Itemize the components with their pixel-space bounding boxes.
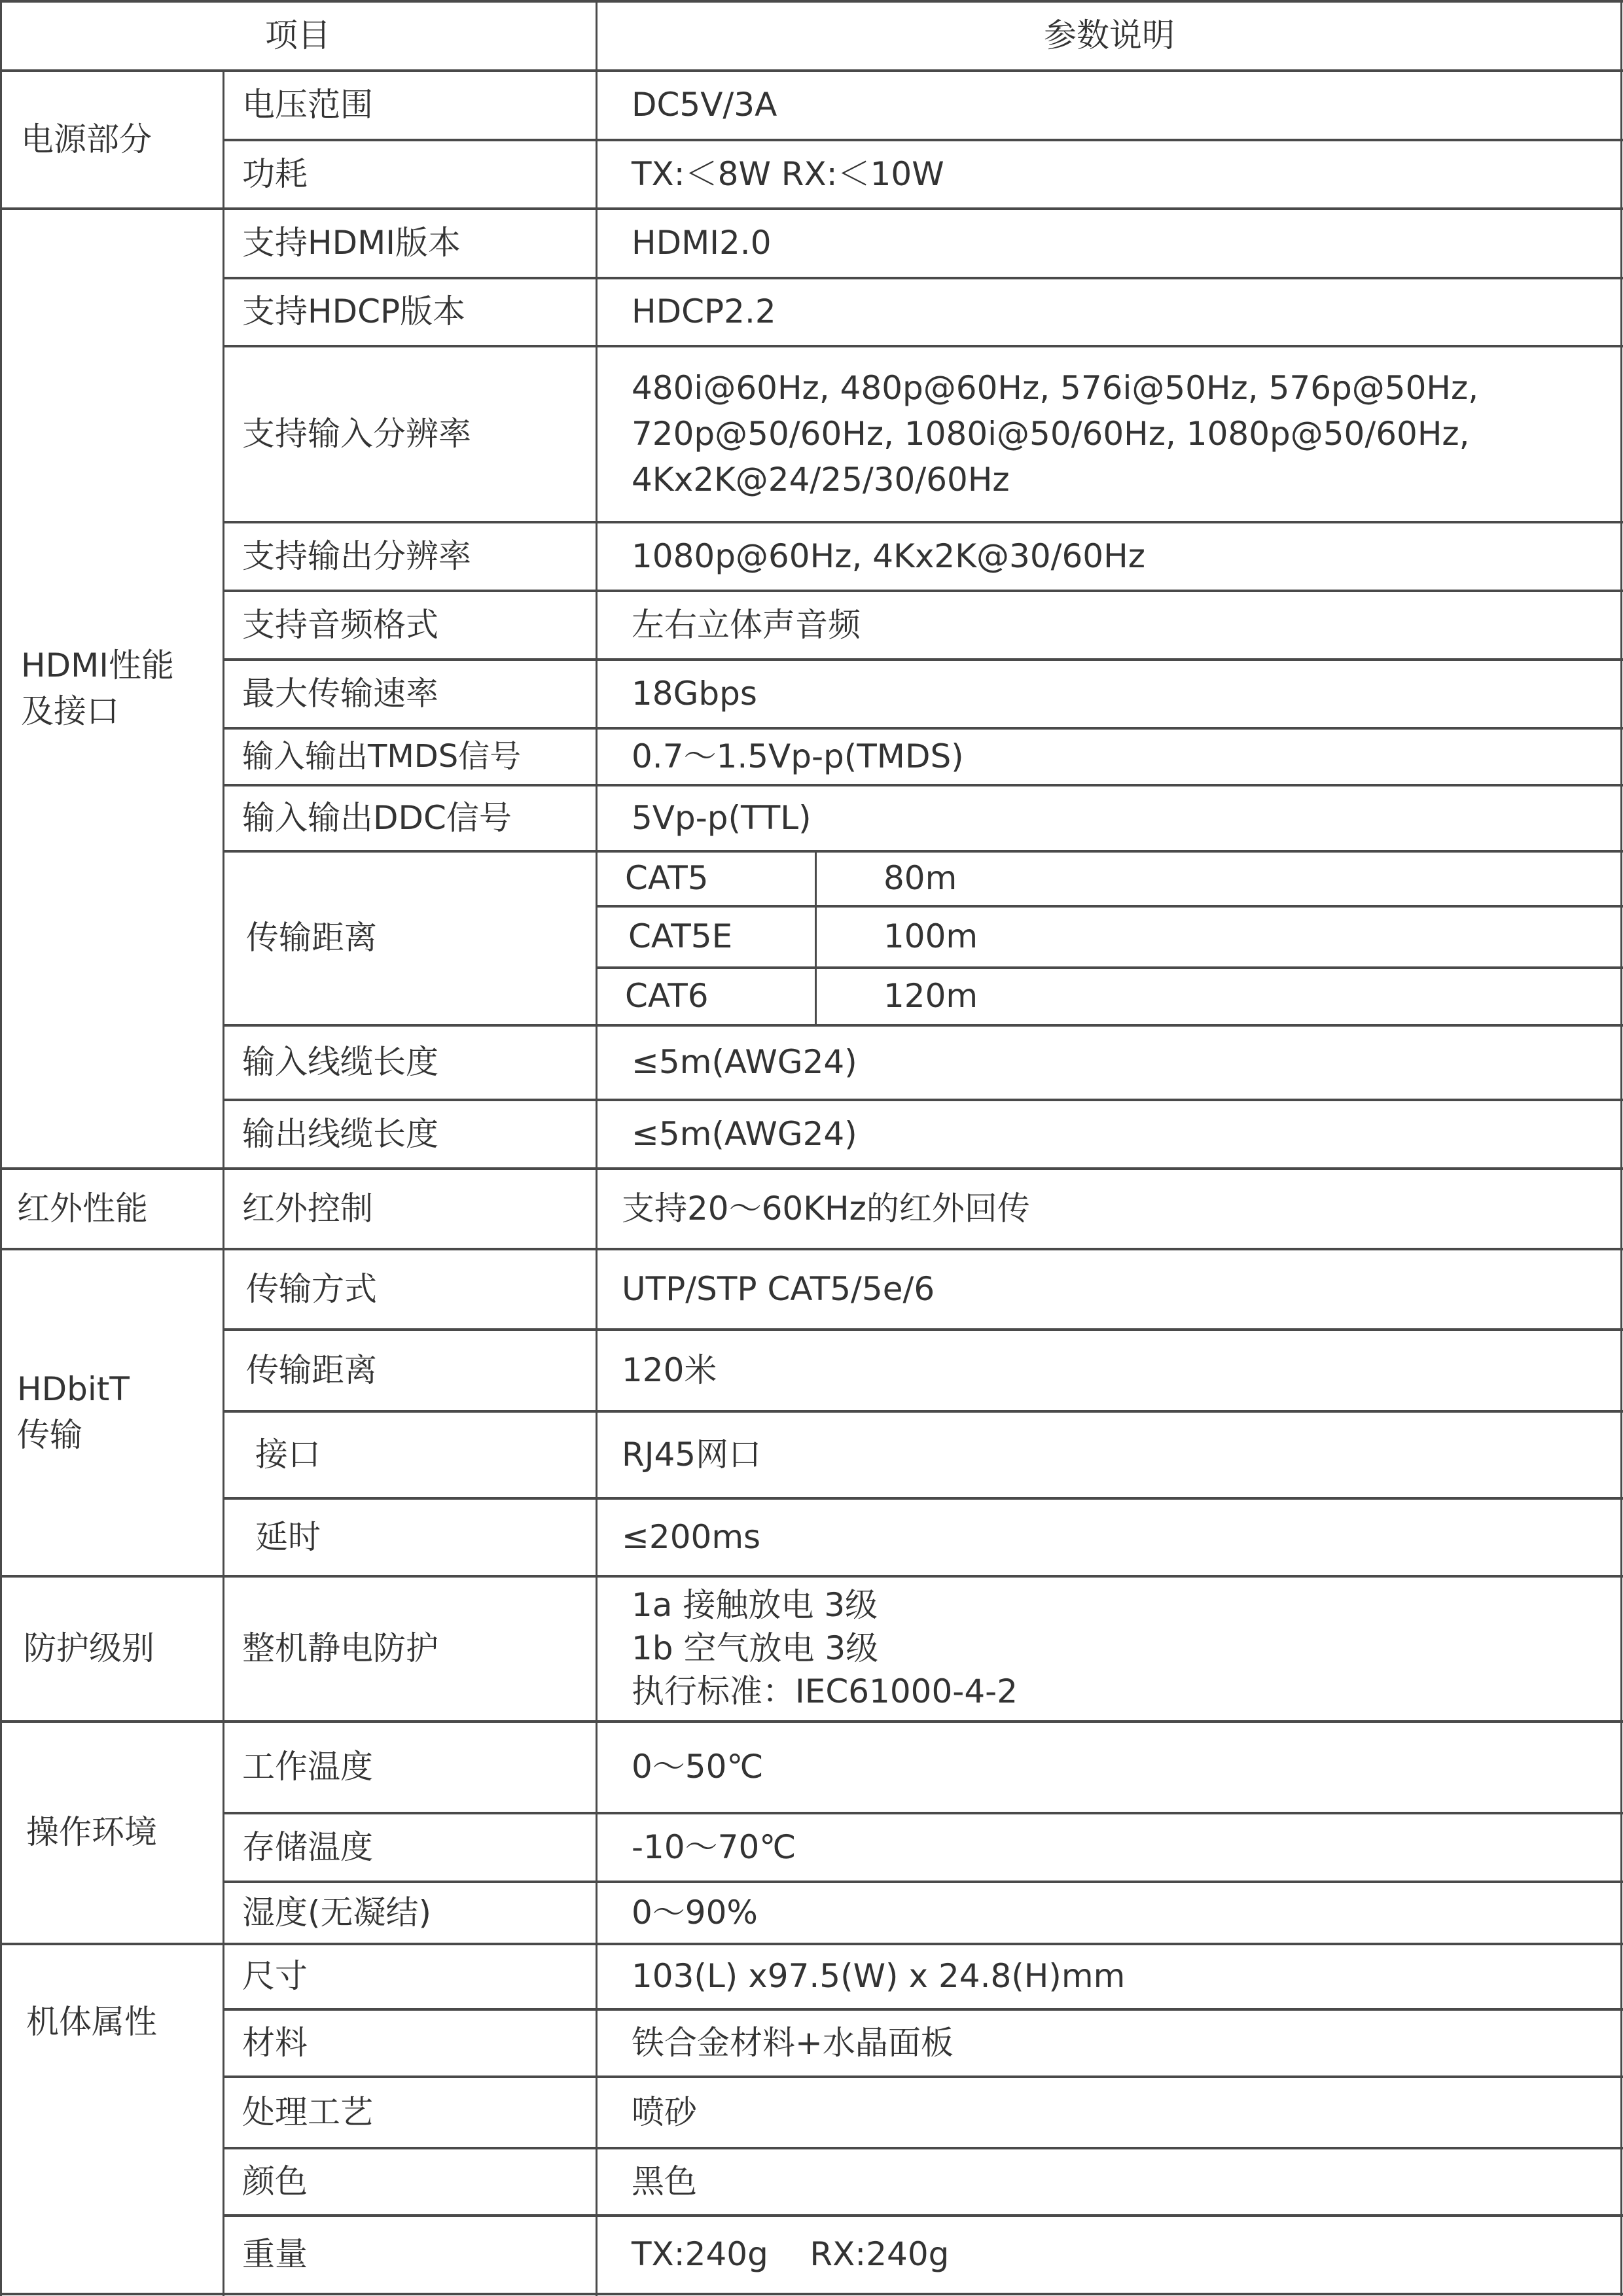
value-transmission-mode xyxy=(596,1248,1623,1329)
item-label: 最大传输速率 xyxy=(242,674,438,713)
border-bottom xyxy=(0,2293,1623,2295)
item-label: 颜色 xyxy=(242,2162,308,2200)
cable-label: CAT6 xyxy=(625,977,709,1015)
item-label: 电压范围 xyxy=(242,86,373,124)
row-divider xyxy=(223,850,1623,853)
value-text: 黑色 xyxy=(632,2162,697,2200)
value-power xyxy=(596,139,1623,208)
value-text: UTP/STP CAT5/5e/6 xyxy=(622,1269,935,1308)
value-text: ≤200ms xyxy=(622,1517,761,1556)
value-text: HDMI2.0 xyxy=(632,224,772,262)
item-label: 湿度(无凝结) xyxy=(242,1893,432,1932)
item-label: 尺寸 xyxy=(242,1957,308,1995)
item-dimensions xyxy=(223,1943,596,2009)
section-divider xyxy=(0,1720,1623,1723)
row-divider xyxy=(223,658,1623,661)
item-latency xyxy=(223,1498,596,1576)
item-label: 支持输入分辨率 xyxy=(242,414,471,453)
value-line: 4Kx2K@24/25/30/60Hz xyxy=(632,460,1010,499)
item-label: 整机静电防护 xyxy=(242,1629,438,1667)
value-text: ≤5m(AWG24) xyxy=(632,1043,857,1081)
item-transmission-distance xyxy=(223,851,596,1025)
item-finish xyxy=(223,2076,596,2147)
section-divider xyxy=(0,1943,1623,1945)
value-text: 0～50℃ xyxy=(632,1748,764,1786)
value-audio-format xyxy=(596,590,1623,659)
item-label: 存储温度 xyxy=(242,1828,373,1866)
row-divider xyxy=(0,69,1623,72)
item-label: 输入输出DDC信号 xyxy=(242,798,512,837)
value-input-cable-length xyxy=(596,1025,1623,1099)
item-label: 功耗 xyxy=(242,154,308,193)
value-esd-protection xyxy=(596,1576,1623,1721)
item-label: 红外控制 xyxy=(242,1189,373,1227)
item-label: 输入线缆长度 xyxy=(242,1043,438,1081)
item-input-cable-length xyxy=(223,1025,596,1099)
value-working-temp xyxy=(596,1721,1623,1812)
section-label: 机体属性 xyxy=(26,2003,157,2041)
value-latency xyxy=(596,1498,1623,1576)
item-output-resolution xyxy=(223,521,596,590)
value-ir-control xyxy=(596,1168,1623,1248)
item-label: 输出线缆长度 xyxy=(242,1114,438,1153)
item-max-rate xyxy=(223,659,596,728)
value-hdbitt-distance xyxy=(596,1329,1623,1411)
value-interface xyxy=(596,1411,1623,1498)
item-label: 材料 xyxy=(242,2023,308,2062)
row-divider xyxy=(223,1328,1623,1331)
value-text: ≤5m(AWG24) xyxy=(632,1114,857,1153)
value-line: 480i@60Hz, 480p@60Hz, 576i@50Hz, 576p@50Hz, xyxy=(632,368,1479,407)
row-divider xyxy=(223,1024,1623,1027)
item-label: 工作温度 xyxy=(242,1748,373,1786)
header-desc-label: 参数说明 xyxy=(1044,16,1175,54)
value-ddc-signal xyxy=(596,785,1623,851)
value-storage-temp xyxy=(596,1812,1623,1881)
distance-cat5 xyxy=(815,851,1623,906)
row-divider xyxy=(223,139,1623,141)
cable-label: CAT5E xyxy=(628,917,733,955)
section-divider xyxy=(0,1167,1623,1170)
item-material xyxy=(223,2009,596,2076)
distance-cat5e xyxy=(815,906,1623,967)
section-label-line1: HDbitT xyxy=(17,1370,130,1408)
item-ir-control xyxy=(223,1168,596,1248)
item-label: 重量 xyxy=(242,2235,308,2273)
item-interface xyxy=(223,1411,596,1498)
section-ir-label xyxy=(0,1168,223,1248)
row-divider xyxy=(223,2075,1623,2078)
row-divider xyxy=(223,1497,1623,1500)
cable-cat6 xyxy=(596,967,815,1025)
item-label: 支持音频格式 xyxy=(242,605,438,644)
border-top xyxy=(0,0,1623,3)
section-environment-label xyxy=(0,1721,223,1943)
distance-value: 100m xyxy=(883,917,978,955)
row-divider xyxy=(223,521,1623,523)
value-text: RJ45网口 xyxy=(622,1435,762,1474)
value-text: 0～90% xyxy=(632,1893,758,1932)
section-protection-label xyxy=(0,1576,223,1721)
item-label: 输入输出TMDS信号 xyxy=(242,737,522,775)
cable-cat5 xyxy=(596,851,815,906)
value-line: 1b 空气放电 3级 xyxy=(632,1629,879,1667)
item-label: 支持输出分辨率 xyxy=(242,537,471,575)
item-label: 支持HDCP版本 xyxy=(242,292,466,330)
row-divider xyxy=(223,2214,1623,2217)
item-humidity xyxy=(223,1881,596,1943)
value-color xyxy=(596,2147,1623,2215)
item-transmission-mode xyxy=(223,1248,596,1329)
item-hdcp-version xyxy=(223,277,596,345)
value-tmds-signal xyxy=(596,728,1623,785)
section-label-line2: 及接口 xyxy=(21,692,119,730)
section-label-line2: 传输 xyxy=(17,1416,82,1454)
value-text: 0.7～1.5Vp-p(TMDS) xyxy=(632,737,964,775)
item-esd-protection xyxy=(223,1576,596,1721)
row-divider xyxy=(223,784,1623,786)
cable-label: CAT5 xyxy=(625,859,709,897)
section-divider xyxy=(0,1248,1623,1250)
value-max-rate xyxy=(596,659,1623,728)
value-weight xyxy=(596,2215,1623,2293)
col-divider-1 xyxy=(223,70,224,2296)
value-text: 18Gbps xyxy=(632,674,757,713)
row-divider xyxy=(223,1099,1623,1101)
section-hdbitt-label xyxy=(0,1248,223,1576)
value-text: 喷砂 xyxy=(632,2093,697,2131)
value-voltage xyxy=(596,70,1623,139)
item-label: 传输距离 xyxy=(246,1351,377,1389)
item-tmds-signal xyxy=(223,728,596,785)
value-line: 1a 接触放电 3级 xyxy=(632,1586,878,1624)
cable-cat5e xyxy=(596,906,815,967)
section-label-line1: HDMI性能 xyxy=(21,646,174,684)
value-humidity xyxy=(596,1881,1623,1943)
row-divider xyxy=(223,345,1623,347)
value-output-resolution xyxy=(596,521,1623,590)
section-label: 电源部分 xyxy=(21,120,152,158)
value-hdmi-version xyxy=(596,208,1623,277)
value-text: TX:240g RX:240g xyxy=(632,2235,950,2273)
item-label: 支持HDMI版本 xyxy=(242,224,461,262)
section-label: 红外性能 xyxy=(17,1189,148,1227)
value-finish xyxy=(596,2076,1623,2147)
item-label: 接口 xyxy=(255,1435,321,1474)
value-text: TX:＜8W RX:＜10W xyxy=(632,154,944,193)
value-text: 左右立体声音频 xyxy=(632,605,861,644)
value-output-cable-length xyxy=(596,1099,1623,1168)
item-working-temp xyxy=(223,1721,596,1812)
row-divider xyxy=(223,2008,1623,2011)
section-label: 操作环境 xyxy=(26,1813,157,1851)
row-divider xyxy=(223,1881,1623,1883)
item-hdbitt-distance xyxy=(223,1329,596,1411)
row-divider xyxy=(223,1812,1623,1814)
item-color xyxy=(223,2147,596,2215)
row-divider xyxy=(223,1410,1623,1413)
item-label: 延时 xyxy=(255,1517,321,1556)
row-divider xyxy=(223,727,1623,730)
value-text: 支持20～60KHz的红外回传 xyxy=(622,1189,1030,1227)
value-text: 5Vp-p(TTL) xyxy=(632,798,812,837)
value-material xyxy=(596,2009,1623,2076)
value-text: 铁合金材料+水晶面板 xyxy=(632,2023,954,2062)
subcol-divider xyxy=(815,851,817,1025)
value-line: 执行标准：IEC61000-4-2 xyxy=(632,1672,1018,1710)
item-label: 处理工艺 xyxy=(242,2093,373,2131)
distance-cat6 xyxy=(815,967,1623,1025)
section-power-label xyxy=(0,70,223,208)
section-body-label xyxy=(0,1943,223,2100)
value-dimensions xyxy=(596,1943,1623,2009)
value-text: 1080p@60Hz, 4Kx2K@30/60Hz xyxy=(632,537,1145,575)
header-desc xyxy=(596,0,1623,70)
header-item-label: 项目 xyxy=(265,16,330,54)
value-input-resolution xyxy=(596,345,1623,521)
item-weight xyxy=(223,2215,596,2293)
section-divider xyxy=(0,207,1623,210)
item-voltage xyxy=(223,70,596,139)
section-hdmi-label xyxy=(0,208,223,1168)
item-input-resolution xyxy=(223,345,596,521)
value-line: 720p@50/60Hz, 1080i@50/60Hz, 1080p@50/60Hz, xyxy=(632,414,1470,453)
item-hdmi-version xyxy=(223,208,596,277)
item-ddc-signal xyxy=(223,785,596,851)
row-divider xyxy=(223,2147,1623,2149)
value-hdcp-version xyxy=(596,277,1623,345)
item-label: 传输距离 xyxy=(246,919,377,957)
distance-value: 120m xyxy=(883,977,978,1015)
item-label: 传输方式 xyxy=(246,1269,377,1308)
item-storage-temp xyxy=(223,1812,596,1881)
border-left xyxy=(0,0,2,2296)
row-divider xyxy=(223,590,1623,592)
item-output-cable-length xyxy=(223,1099,596,1168)
value-text: DC5V/3A xyxy=(632,86,777,124)
value-text: HDCP2.2 xyxy=(632,292,776,330)
row-divider xyxy=(223,277,1623,279)
section-divider xyxy=(0,1575,1623,1578)
subrow-divider xyxy=(596,966,1623,969)
distance-value: 80m xyxy=(883,859,957,897)
value-text: 103(L) x97.5(W) x 24.8(H)mm xyxy=(632,1957,1126,1995)
value-text: 120米 xyxy=(622,1351,717,1389)
subrow-divider xyxy=(596,905,1623,908)
header-item xyxy=(0,0,596,70)
value-text: -10～70℃ xyxy=(632,1828,796,1866)
section-label: 防护级别 xyxy=(24,1629,154,1667)
item-power xyxy=(223,139,596,208)
item-audio-format xyxy=(223,590,596,659)
